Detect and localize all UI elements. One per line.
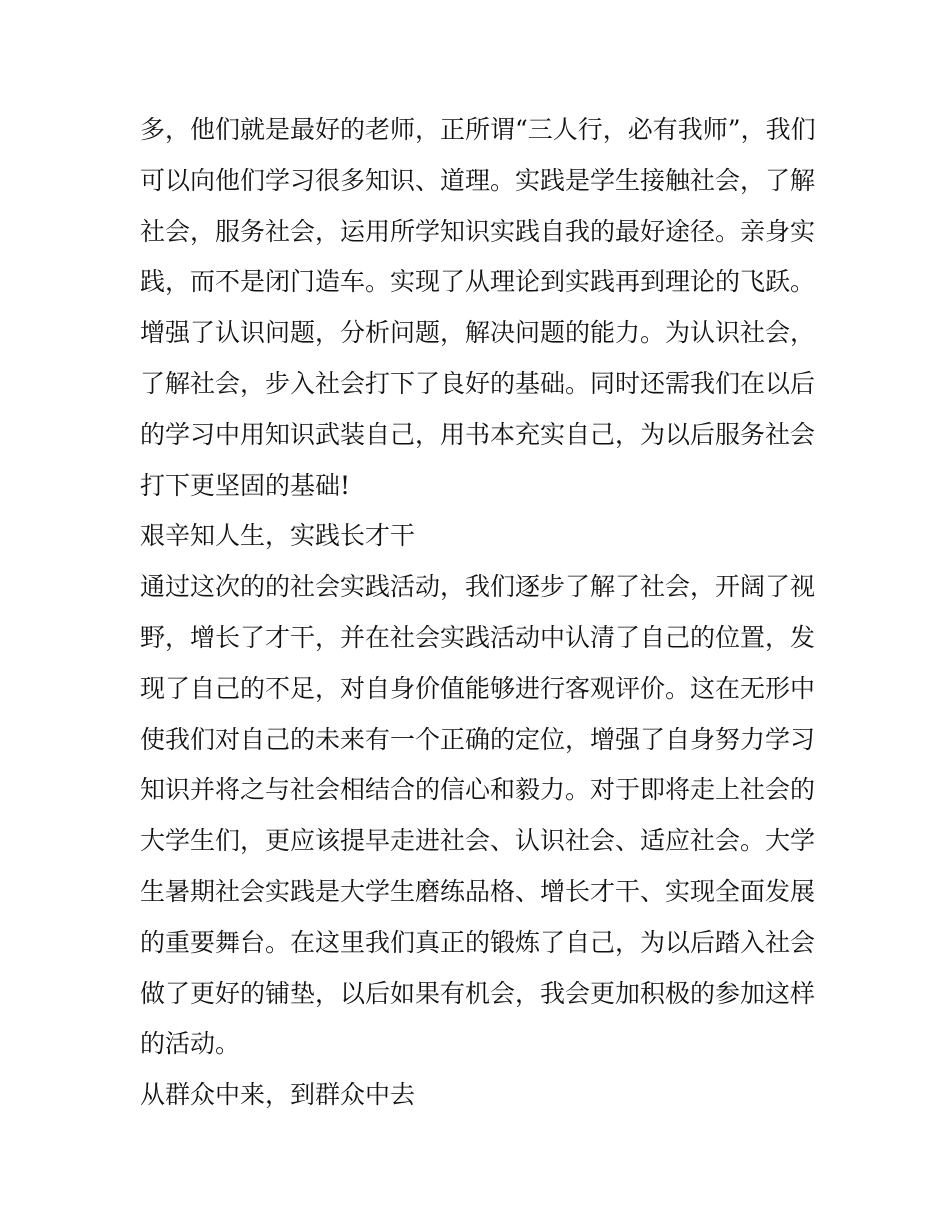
text-line-3: 社会，服务社会，运用所学知识实践自我的最好途径。亲身实 <box>140 216 816 246</box>
section-heading-2: 从群众中来，到群众中去 <box>140 1080 416 1110</box>
text-line-8: 打下更坚固的基础! <box>140 470 351 500</box>
text-line-5: 增强了认识问题，分析问题，解决问题的能力。为认识社会， <box>140 318 816 348</box>
document-body <box>140 105 815 1121</box>
text-line-2: 可以向他们学习很多知识、道理。实践是学生接触社会，了解 <box>140 165 816 195</box>
text-line-6: 了解社会，步入社会打下了良好的基础。同时还需我们在以后 <box>140 368 816 398</box>
text-line-16: 生暑期社会实践是大学生磨练品格、增长才干、实现全面发展 <box>140 876 816 906</box>
text-line-1: 多，他们就是最好的老师，正所谓“三人行，必有我师”，我们 <box>140 115 816 144</box>
text-line-17: 的重要舞台。在这里我们真正的锻炼了自己，为以后踏入社会 <box>140 927 816 957</box>
text-line-15: 大学生们，更应该提早走进社会、认识社会、适应社会。大学 <box>140 826 816 856</box>
text-line-10: 通过这次的的社会实践活动，我们逐步了解了社会，开阔了视 <box>140 572 816 602</box>
text-line-12: 现了自己的不足，对自身价值能够进行客观评价。这在无形中 <box>140 673 816 703</box>
text-line-11: 野，增长了才干，并在社会实践活动中认清了自己的位置，发 <box>140 622 816 652</box>
section-heading-1: 艰辛知人生，实践长才干 <box>140 521 416 551</box>
text-line-18: 做了更好的铺垫，以后如果有机会，我会更加积极的参加这样 <box>140 978 816 1008</box>
text-line-14: 知识并将之与社会相结合的信心和毅力。对于即将走上社会的 <box>140 775 816 805</box>
text-line-4: 践，而不是闭门造车。实现了从理论到实践再到理论的飞跃。 <box>140 267 816 297</box>
text-line-13: 使我们对自己的未来有一个正确的定位，增强了自身努力学习 <box>140 724 816 754</box>
text-line-19: 的活动。 <box>140 1029 241 1059</box>
text-line-7: 的学习中用知识武装自己，用书本充实自己，为以后服务社会 <box>140 419 816 449</box>
